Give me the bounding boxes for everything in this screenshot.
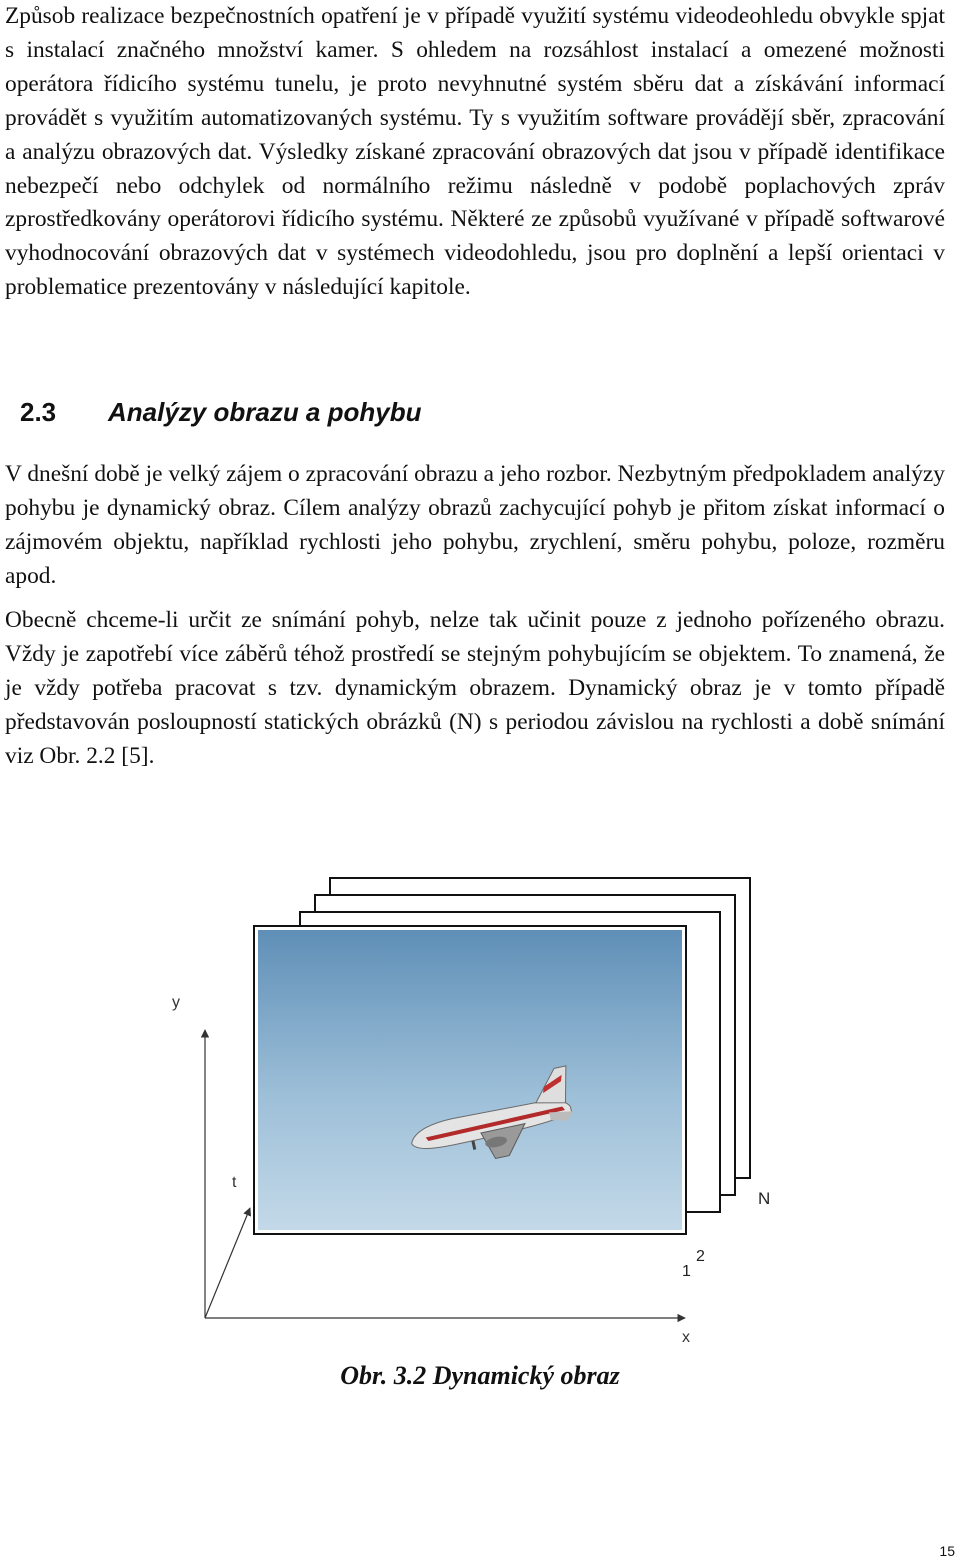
figure-caption: Obr. 3.2 Dynamický obraz [340, 1361, 620, 1390]
section-heading [20, 394, 422, 430]
frame-1-photo [258, 930, 682, 1230]
t-axis-label: t [232, 1174, 237, 1191]
frame-n-label: N [758, 1189, 771, 1208]
t-axis [205, 1208, 250, 1318]
page-number: 15 [939, 1543, 955, 1559]
frame-1-label: 1 [682, 1263, 691, 1280]
frame-2-label: 2 [696, 1248, 705, 1265]
section-title: Analýzy obrazu a pohybu [108, 397, 422, 427]
x-axis-label: x [682, 1329, 690, 1346]
paragraph-dynamic-image: Obecně chceme-li určit ze snímání pohyb, nelze tak učinit pouze z jednoho pořízeného obrazu. Vždy je zapotřebí více záběrů téhož prostředí se stejným pohybujícím se objektem. To znamená, že je vždy potřeba pracovat s tzv. dynamickým obrazem. Dynamický obraz je v tomto případě představován posloupností statických obrázků (N) s periodou závislou na rychlosti a době snímání viz Obr. 2.2 [5]. [5, 607, 945, 769]
paragraph-analysis: V dnešní době je velký zájem o zpracování obrazu a jeho rozbor. Nezbytným předpokladem analýzy pohybu je dynamický obraz. Cílem analýzy obrazů zachycující pohyb je přitom získat informací o zájmovém objektu, například rychlosti jeho pohybu, zrychlení, směru pohybu, poloze, rozměru apod. [5, 461, 945, 589]
dynamic-image-figure [150, 860, 810, 1350]
y-axis-label: y [172, 994, 180, 1011]
section-number: 2.3 [20, 397, 57, 427]
paragraph-intro: Způsob realizace bezpečnostních opatření je v případě využití systému videodeohledu obvykle spjat s instalací značného množství kamer. S ohledem na rozsáhlost instalací a omezené možnosti operátora řídicího systému tunelu, je proto nevyhnutné systém sběru dat a získávání informací provádět s využitím automatizovaných systému. Ty s využitím software provádějí sběr, zpracování a analýzu obrazových dat. Výsledky získané zpracování obrazových dat jsou v případě identifikace nebezpečí nebo odchylek od normálního režimu následně v podobě poplachových zpráv zprostředkovány operátorovi řídicího systému. Některé ze způsobů využívané v případě softwarové vyhodnocování obrazových dat v systémech videodohledu, jsou pro doplnění a lepší orientaci v problematice prezentovány v následující kapitole. [5, 3, 945, 301]
